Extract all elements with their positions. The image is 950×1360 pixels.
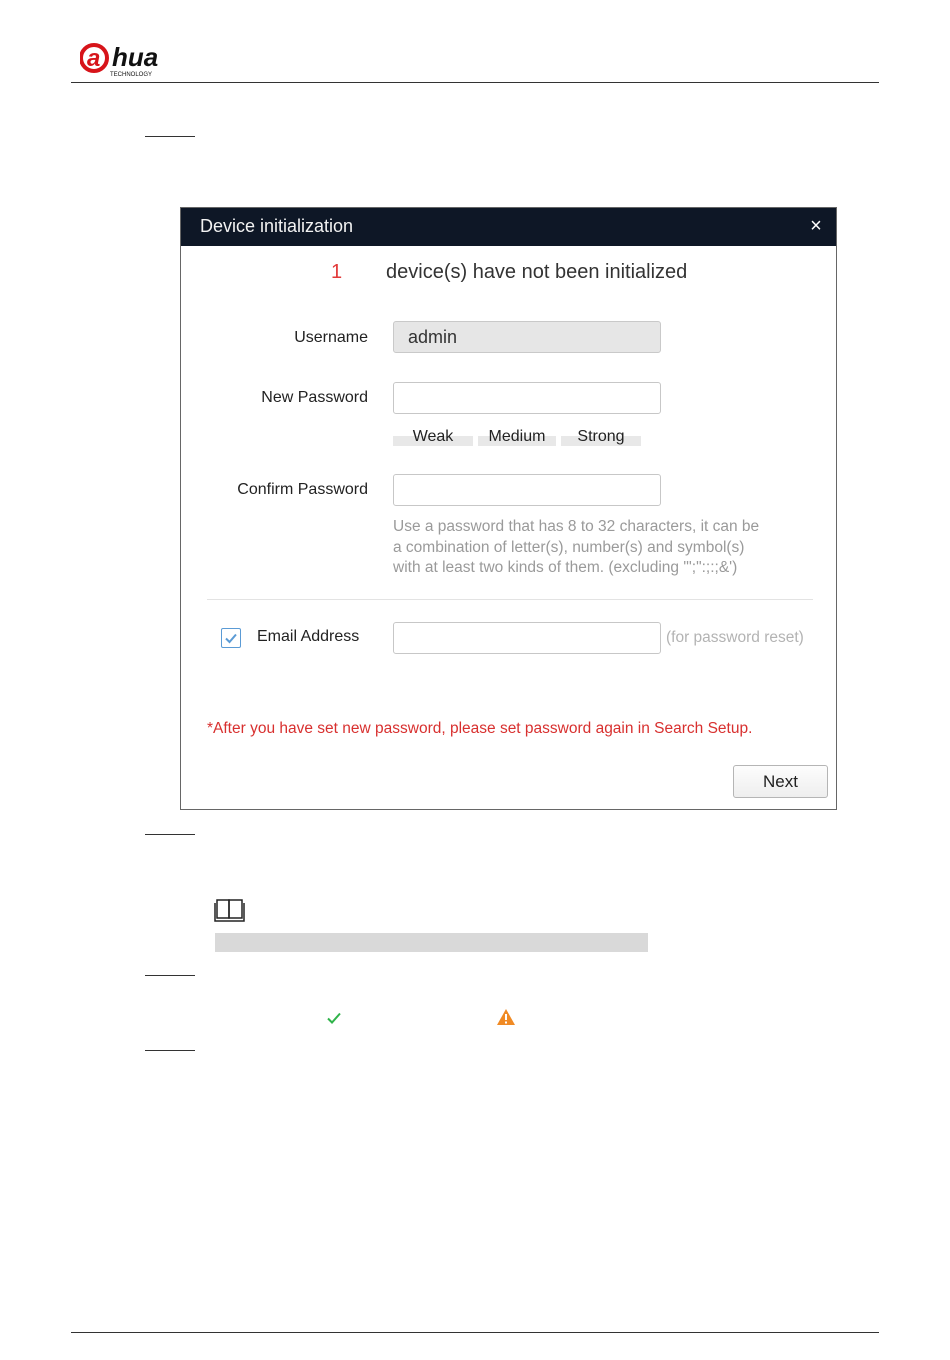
warning-icon bbox=[496, 1008, 516, 1026]
password-warning: *After you have set new password, please set password again in Search Setup. bbox=[207, 720, 753, 737]
confirm-password-field[interactable] bbox=[393, 474, 661, 506]
check-icon bbox=[326, 1010, 342, 1026]
checkbox-checked-icon[interactable] bbox=[221, 628, 241, 648]
password-hint-line: with at least two kinds of them. (excluding "';":;:;&') bbox=[393, 559, 738, 576]
email-field[interactable] bbox=[393, 622, 661, 654]
book-icon bbox=[213, 897, 247, 923]
section-divider bbox=[207, 599, 813, 600]
step-marker bbox=[145, 975, 195, 976]
brand-logo bbox=[80, 38, 200, 78]
new-password-field[interactable] bbox=[393, 382, 661, 414]
strength-medium: Medium bbox=[478, 426, 556, 448]
footer-divider bbox=[71, 1332, 879, 1333]
header-divider bbox=[71, 82, 879, 83]
step-marker bbox=[145, 834, 195, 835]
svg-text:hua: hua bbox=[112, 42, 159, 72]
email-note: (for password reset) bbox=[666, 629, 804, 646]
username-label: Username bbox=[294, 329, 368, 346]
strength-strong: Strong bbox=[561, 426, 641, 448]
dialog-title: Device initialization bbox=[200, 216, 354, 236]
note-placeholder-bar bbox=[215, 933, 648, 952]
confirm-password-label: Confirm Password bbox=[237, 481, 368, 498]
step-marker bbox=[145, 136, 195, 137]
svg-text:TECHNOLOGY: TECHNOLOGY bbox=[110, 72, 153, 78]
step-marker bbox=[145, 1050, 195, 1051]
svg-text:a: a bbox=[87, 45, 101, 72]
username-field[interactable] bbox=[393, 321, 661, 353]
password-hint bbox=[393, 517, 803, 579]
next-button[interactable]: Next bbox=[733, 765, 828, 798]
device-initialization-dialog bbox=[180, 207, 837, 810]
close-icon[interactable]: × bbox=[810, 215, 822, 237]
uninitialized-count: 1 bbox=[331, 261, 343, 283]
password-hint-line: a combination of letter(s), number(s) and symbol(s) bbox=[393, 538, 745, 556]
uninitialized-message: device(s) have not been initialized bbox=[386, 261, 688, 283]
dialog-titlebar bbox=[181, 208, 836, 246]
new-password-label: New Password bbox=[261, 389, 368, 406]
password-hint-line: Use a password that has 8 to 32 characters, it can be bbox=[393, 518, 760, 535]
email-address-label: Email Address bbox=[257, 628, 360, 645]
strength-weak: Weak bbox=[393, 426, 473, 448]
